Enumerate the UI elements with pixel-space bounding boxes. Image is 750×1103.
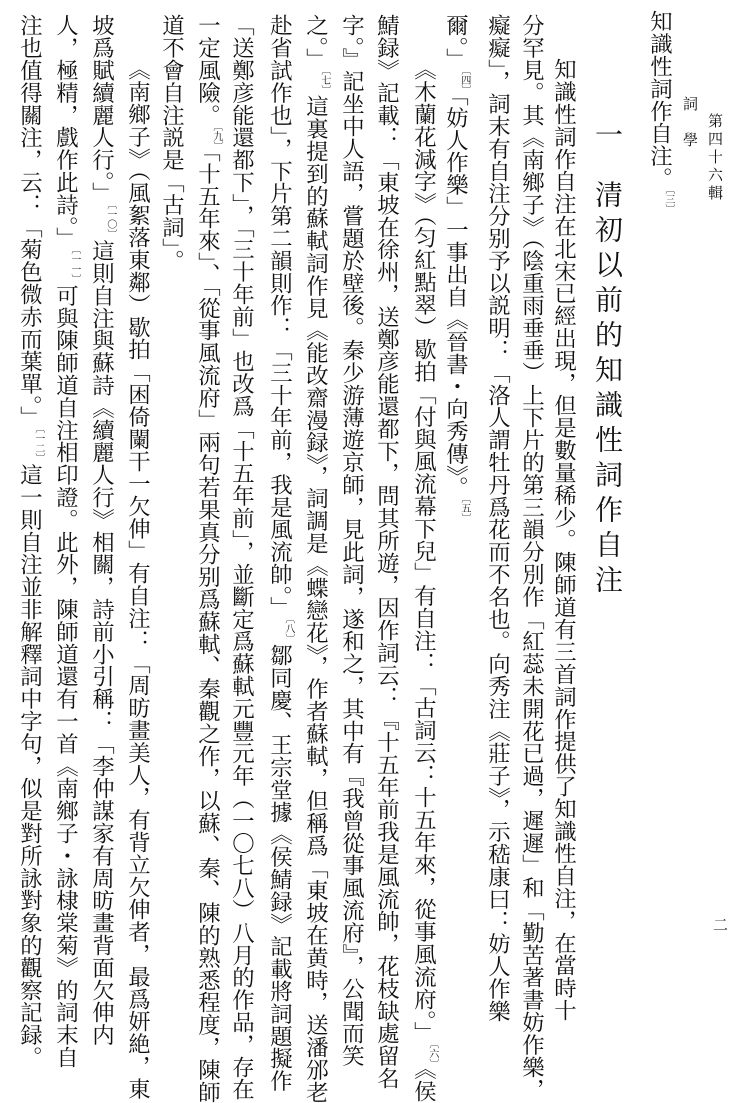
body-column-2: 分罕見。其《南鄉子》（陰重雨垂垂）上下片的第三韻分別作「紅蕊未開花已過，遲遲」和「勤苦著書妨作樂， [518,14,545,1101]
body-column-5 [412,58,437,1102]
body-column-1: 知識性詞作自注在北宋已經出現，但是數量稀少。陳師道有三首詞作提供了知識性自注，在當時十 [550,58,577,1022]
footnote-ref: 〔四〕 [458,70,470,95]
body-text: 可與陳師道自注相印證。此外，陳師道還有一首《南鄉子・詠棣棠菊》的詞末自 [52,284,79,1069]
footnote-ref: 〔三〕 [662,189,674,215]
body-column-11 [196,14,221,1103]
body-column-6: 鯖録》記載：「東坡在徐州，送鄭彦能還都下，問其所遊，因作詞云：『十五年前我是風流帥，花枝缺處留名 [373,14,400,1090]
body-text: 爾。」 [442,14,469,70]
body-text: 赴省試作也」，下片第二韻則作：「三十年前，我是風流帥。」 [266,14,293,619]
footnote-ref: 〔五〕 [458,498,470,524]
section-title: 清初以前的知識性詞作自注 [591,180,624,600]
footnote-ref: 〔六〕 [426,1043,438,1069]
running-title-text: 知識性詞作自注。 [646,10,673,190]
footnote-ref: 〔八〕 [282,618,294,644]
body-column-4 [444,14,469,523]
body-column-10: 「送鄭彦能還都下」，「三十年前」也改爲「十五年前」，並斷定爲蘇軾元豐元年（一〇七八）八月的作品，存在 [228,14,255,1101]
body-text: 一定風險。 [194,14,221,126]
body-column-8 [304,14,329,1103]
footnote-ref: 〔七〕 [318,70,330,95]
body-text: 《木蘭花減字》（匀紅點翠）歇拍「付與風流幕下兒」有自注：「古詞云：十五年來，從事風流府。」 [410,58,437,1044]
body-column-12: 道不會自注説是「古詞」。 [158,14,185,272]
body-column-14 [90,14,115,1046]
body-text: 之。」 [302,14,329,70]
running-title [648,10,673,214]
footnote-ref: 〔一〇〕 [104,204,116,240]
body-text: 「十五年來」、「從事風流府」兩句若果真分别爲蘇軾、秦觀之作，以蘇、秦、陳的熟悉程度，陳師 [194,151,221,1103]
body-text: 「妨人作樂」一事出自《晉書・向秀傳》。 [442,95,469,499]
body-column-7: 字。』記坐中人語，嘗題於壁後。秦少游薄遊京師，見此詞，遂和之，其中有『我曾從事風流府』，公聞而笑 [338,14,365,1067]
body-text: 這則自注與蘇詩《續麗人行》相關，詩前小引稱：「李仲謀家有周昉畫背面欠伸内 [88,239,115,1046]
footnote-ref: 〔一二〕 [32,428,44,464]
body-column-9 [268,14,293,1092]
body-text: 坡爲賦續麗人行。」 [88,14,115,205]
body-text: 這裏提到的蘇軾詞作見《能改齋漫録》，詞調是《蝶戀花》，作者蘇軾，但稱爲「東坡在黄時，送潘邠老 [302,95,329,1103]
body-text: 人，極精，戲作此詩。」 [52,14,79,250]
issue-number: 第四十六輯 [706,113,724,203]
section-number: 一 [591,120,624,149]
body-text: 這一則自注並非解釋詞中字句，似是對所詠對象的觀察記録。 [16,463,43,1069]
journal-title: 詞 學 [681,96,699,150]
footnote-ref: 〔九〕 [210,126,222,151]
footnote-ref: 〔一一〕 [68,249,80,285]
body-text: 《侯 [410,1068,437,1103]
body-column-16 [18,14,43,1068]
body-text: 鄒同慶、王宗堂據《侯鯖録》記載將詞題擬作 [266,643,293,1092]
page-number: 二 [711,917,729,935]
body-column-15 [54,14,79,1068]
body-column-3: 癡癡」，詞末有自注分别予以説明：「洛人謂牡丹爲花而不名也。向秀注《莊子》，示嵇康曰：妨人作樂 [484,14,511,1022]
body-column-13: 《南鄉子》（風絮落東鄰）歇拍「困倚闌干一欠伸」有自注：「周昉畫美人，有背立欠伸者，最爲妍絶，東 [124,58,151,1100]
body-text: 注也值得關注，云：「菊色微赤而葉單。」 [16,14,43,429]
